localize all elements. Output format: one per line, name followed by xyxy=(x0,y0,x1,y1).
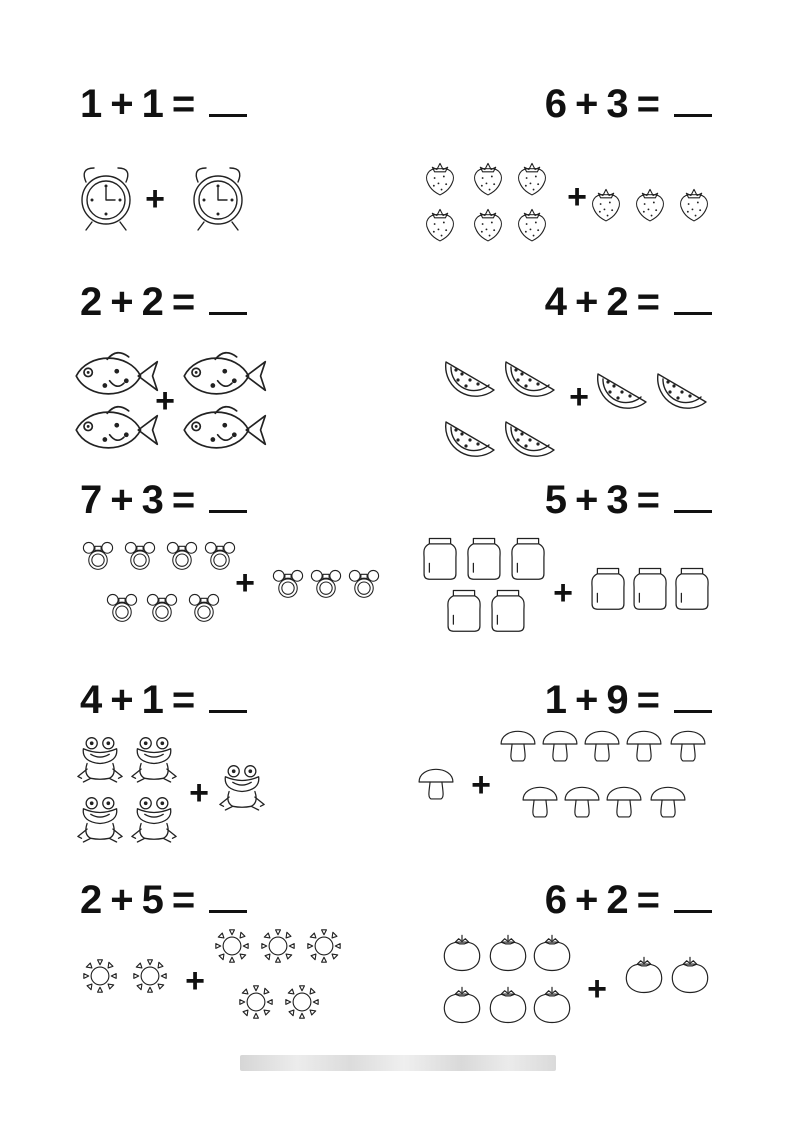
sun-icon xyxy=(303,925,345,967)
mushroom-icon xyxy=(538,722,582,766)
equation xyxy=(545,478,712,523)
addend-a: 2 xyxy=(80,280,104,324)
equation xyxy=(545,82,712,127)
operator: + xyxy=(575,478,600,522)
tomato-icon xyxy=(530,932,574,976)
addend-a: 1 xyxy=(80,82,104,126)
tomato-icon xyxy=(440,984,484,1028)
strawberry-icon xyxy=(674,184,714,224)
mushroom-icon xyxy=(666,722,710,766)
alarm-clock-icon xyxy=(80,172,132,224)
addend-b: 1 xyxy=(141,82,165,126)
mushroom-icon xyxy=(414,760,458,804)
watermelon-icon xyxy=(444,410,496,462)
problem-10 xyxy=(352,878,712,1058)
plus-sign: + xyxy=(235,564,255,602)
addend-a: 6 xyxy=(544,878,569,922)
equals-sign: = xyxy=(171,678,197,722)
pacifier-icon xyxy=(184,586,224,626)
operator: + xyxy=(110,678,135,722)
plus-sign: + xyxy=(553,574,573,612)
strawberry-icon xyxy=(512,158,552,198)
sun-icon xyxy=(235,981,277,1023)
equation xyxy=(545,280,712,325)
jar-icon xyxy=(505,535,551,581)
pacifier-icon xyxy=(162,534,202,574)
equals-sign: = xyxy=(171,82,197,126)
mushroom-icon xyxy=(622,722,666,766)
addend-a: 4 xyxy=(544,280,569,324)
picture-group xyxy=(352,534,712,654)
plus-sign: + xyxy=(567,178,587,216)
jar-icon xyxy=(441,587,487,633)
operator: + xyxy=(575,82,600,126)
pacifier-icon xyxy=(102,586,142,626)
addend-b: 2 xyxy=(606,280,630,324)
operator: + xyxy=(110,478,135,522)
fish-icon xyxy=(81,399,143,461)
frog-icon xyxy=(130,794,178,842)
mushroom-icon xyxy=(496,722,540,766)
equals-sign: = xyxy=(171,280,197,324)
frog-icon xyxy=(76,794,124,842)
equation xyxy=(80,678,247,723)
equation xyxy=(80,280,247,325)
tomato-icon xyxy=(668,954,712,998)
pacifier-icon xyxy=(120,534,160,574)
plus-sign: + xyxy=(185,962,205,1000)
jar-icon xyxy=(669,565,715,611)
equals-sign: = xyxy=(171,878,197,922)
equals-sign: = xyxy=(636,82,661,126)
mushroom-icon xyxy=(602,778,646,822)
mushroom-icon xyxy=(560,778,604,822)
tomato-icon xyxy=(486,932,530,976)
sun-icon xyxy=(281,981,323,1023)
plus-sign: + xyxy=(569,378,589,416)
pacifier-icon xyxy=(306,562,346,602)
answer-blank[interactable] xyxy=(209,880,247,913)
addend-a: 1 xyxy=(544,678,569,722)
answer-blank[interactable] xyxy=(674,84,712,117)
operator: + xyxy=(110,82,135,126)
plus-sign: + xyxy=(189,774,209,812)
operator: + xyxy=(110,280,135,324)
answer-blank[interactable] xyxy=(674,680,712,713)
operator: + xyxy=(575,280,600,324)
mushroom-icon xyxy=(518,778,562,822)
answer-blank[interactable] xyxy=(209,84,247,117)
answer-blank[interactable] xyxy=(209,282,247,315)
tomato-icon xyxy=(530,984,574,1028)
pacifier-icon xyxy=(142,586,182,626)
jar-icon xyxy=(485,587,531,633)
jar-icon xyxy=(461,535,507,581)
equals-sign: = xyxy=(636,280,661,324)
addend-a: 4 xyxy=(80,678,104,722)
pacifier-icon xyxy=(268,562,308,602)
mushroom-icon xyxy=(580,722,624,766)
problem-8 xyxy=(352,678,712,858)
jar-icon xyxy=(627,565,673,611)
addend-a: 2 xyxy=(80,878,104,922)
addend-b: 2 xyxy=(606,878,630,922)
strawberry-icon xyxy=(586,184,626,224)
problem-6 xyxy=(352,478,712,658)
watermelon-icon xyxy=(504,410,556,462)
sun-icon xyxy=(129,955,171,997)
tomato-icon xyxy=(440,932,484,976)
sun-icon xyxy=(79,955,121,997)
fish-icon xyxy=(189,399,251,461)
blurred-watermark xyxy=(240,1055,556,1071)
addend-b: 3 xyxy=(141,478,165,522)
fish-icon xyxy=(81,345,143,407)
pacifier-icon xyxy=(78,534,118,574)
addend-a: 7 xyxy=(80,478,104,522)
frog-icon xyxy=(130,734,178,782)
picture-group xyxy=(352,336,712,456)
operator: + xyxy=(575,878,600,922)
plus-sign: + xyxy=(471,766,491,804)
plus-sign: + xyxy=(155,382,175,420)
frog-icon xyxy=(218,762,266,810)
addend-b: 3 xyxy=(606,478,630,522)
equation xyxy=(545,678,712,723)
alarm-clock-icon xyxy=(192,172,244,224)
equals-sign: = xyxy=(636,878,661,922)
equation xyxy=(545,878,712,923)
sun-icon xyxy=(257,925,299,967)
watermelon-icon xyxy=(444,350,496,402)
addend-a: 6 xyxy=(544,82,569,126)
addend-b: 3 xyxy=(606,82,630,126)
equals-sign: = xyxy=(636,678,661,722)
answer-blank[interactable] xyxy=(209,480,247,513)
addend-b: 2 xyxy=(141,280,165,324)
addend-b: 5 xyxy=(141,878,165,922)
strawberry-icon xyxy=(420,158,460,198)
addend-a: 5 xyxy=(544,478,569,522)
strawberry-icon xyxy=(512,204,552,244)
picture-group xyxy=(352,734,712,854)
mushroom-icon xyxy=(646,778,690,822)
sun-icon xyxy=(211,925,253,967)
watermelon-icon xyxy=(656,362,708,414)
watermelon-icon xyxy=(596,362,648,414)
watermelon-icon xyxy=(504,350,556,402)
tomato-icon xyxy=(486,984,530,1028)
plus-sign: + xyxy=(587,970,607,1008)
strawberry-icon xyxy=(630,184,670,224)
tomato-icon xyxy=(622,954,666,998)
addend-b: 1 xyxy=(141,678,165,722)
answer-blank[interactable] xyxy=(674,480,712,513)
addend-b: 9 xyxy=(606,678,630,722)
answer-blank[interactable] xyxy=(674,282,712,315)
jar-icon xyxy=(585,565,631,611)
jar-icon xyxy=(417,535,463,581)
picture-group xyxy=(352,934,712,1054)
problem-4 xyxy=(352,280,712,460)
strawberry-icon xyxy=(420,204,460,244)
equation xyxy=(80,878,247,923)
picture-group xyxy=(352,138,712,258)
strawberry-icon xyxy=(468,158,508,198)
equation xyxy=(80,478,247,523)
answer-blank[interactable] xyxy=(209,680,247,713)
fish-icon xyxy=(189,345,251,407)
equals-sign: = xyxy=(636,478,661,522)
operator: + xyxy=(575,678,600,722)
operator: + xyxy=(110,878,135,922)
problem-2 xyxy=(352,82,712,262)
equation xyxy=(80,82,247,127)
plus-sign: + xyxy=(145,180,165,218)
strawberry-icon xyxy=(468,204,508,244)
equals-sign: = xyxy=(171,478,197,522)
frog-icon xyxy=(76,734,124,782)
answer-blank[interactable] xyxy=(674,880,712,913)
